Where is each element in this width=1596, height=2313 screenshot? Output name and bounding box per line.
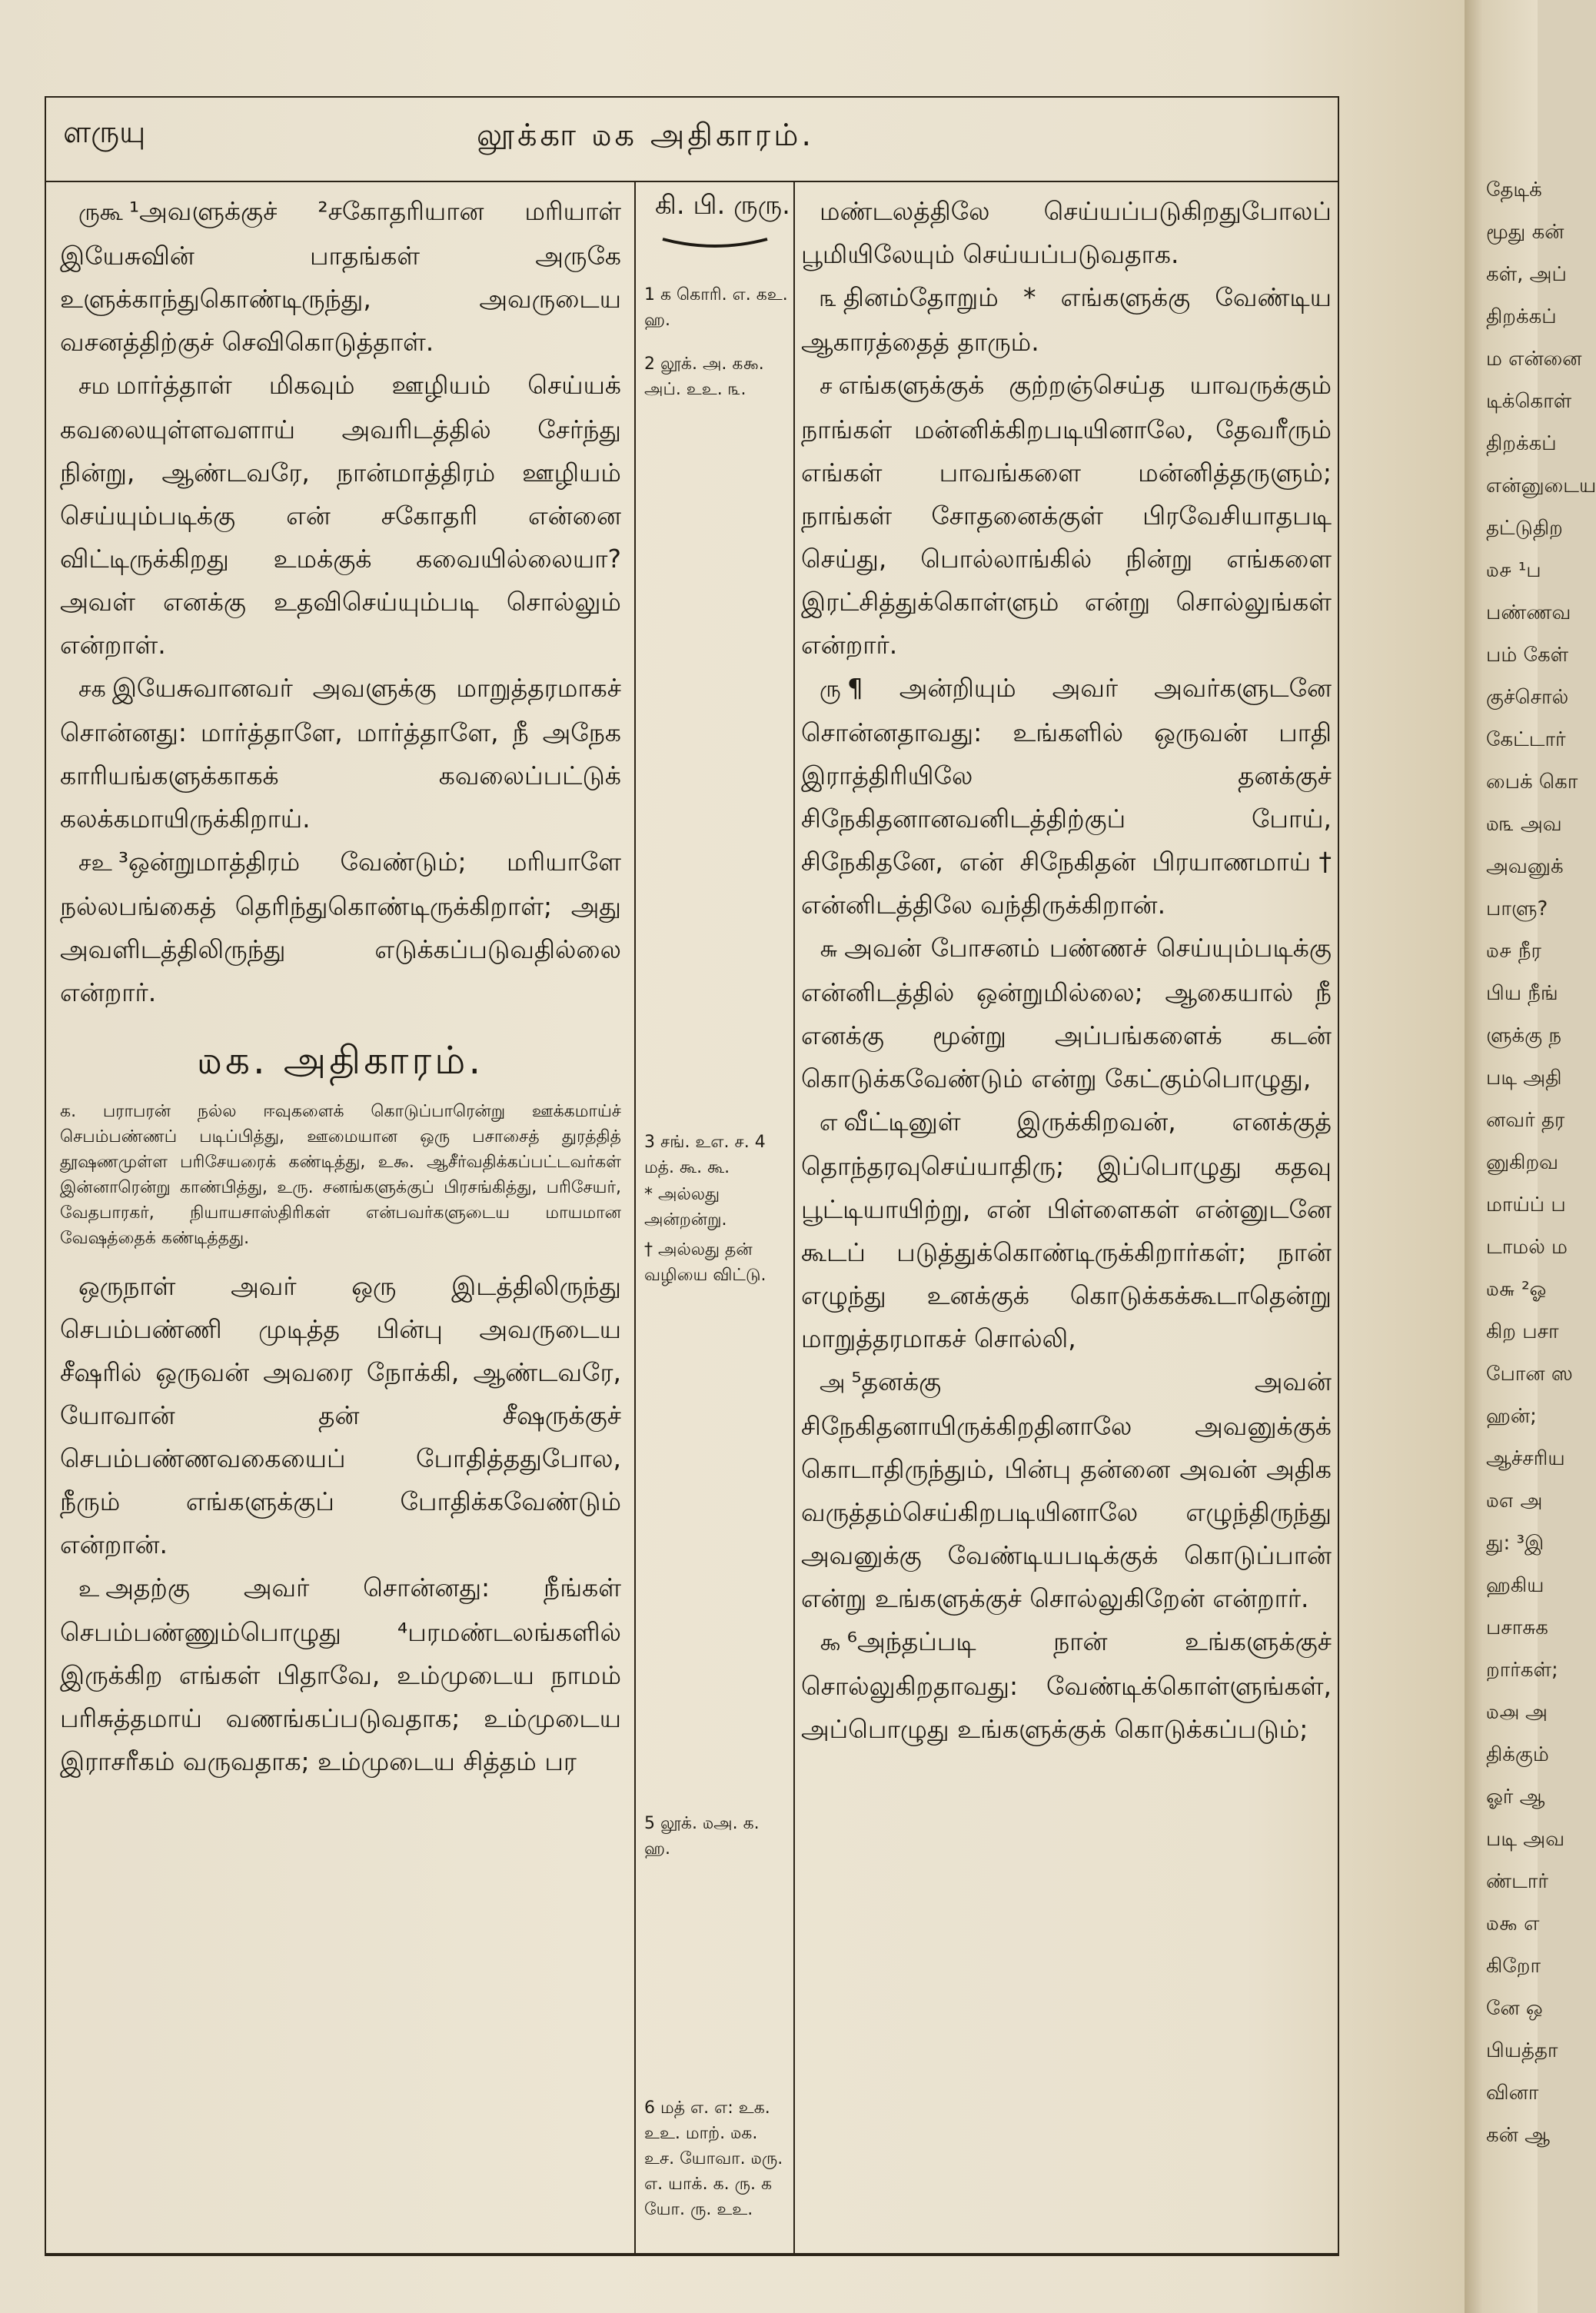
adjacent-page-fragment: திறக்கப் <box>1486 305 1557 328</box>
adjacent-page-fragment: திறக்கப் <box>1486 432 1557 455</box>
verse-number: உ <box>78 1576 100 1602</box>
verse-text: அதற்கு அவர் சொன்னது: நீங்கள் செபம்பண்ணும்பொழுது ⁴பரமண்டலங்களில் இருக்கிற எங்கள் பிதாவே, உம்முடைய நாமம் பரிசுத்தமாய் வணங்கப்படுவதாக; உம்முடைய இராசரீகம் வருவதாக; உம்முடைய சித்தம் பர <box>60 1573 621 1776</box>
adjacent-page-fragment: ௰௭ அ <box>1486 1489 1543 1513</box>
adjacent-page-fragment: டாமல் ம <box>1486 1236 1568 1259</box>
adjacent-page-fragment: வினா <box>1486 2082 1539 2105</box>
adjacent-page-fragment: ௰௬ ²ஓ <box>1486 1278 1547 1301</box>
adjacent-page-fragment: அவனுக் <box>1486 855 1564 878</box>
adjacent-page-fragment: பைக் கொ <box>1486 770 1578 794</box>
adjacent-page-edge <box>1465 0 1596 2313</box>
left-column <box>60 190 621 1783</box>
adjacent-page-fragment: ஓர் ஆ <box>1486 1786 1545 1809</box>
verse <box>60 840 621 1014</box>
page-header <box>46 98 1338 182</box>
adjacent-page-fragment: ௰௪ நீர <box>1486 940 1541 963</box>
verse <box>60 1566 621 1783</box>
verse <box>801 1620 1332 1751</box>
adjacent-page-fragment: ம என்னை <box>1486 348 1582 371</box>
verse-number: சஉ <box>78 850 112 877</box>
page-frame <box>45 96 1339 2256</box>
verse <box>60 190 621 364</box>
adjacent-page-fragment: திக்கும் <box>1486 1743 1549 1766</box>
verse-number: ச <box>820 373 833 400</box>
adjacent-page-fragment: னுகிறவ <box>1486 1151 1559 1174</box>
adjacent-page-fragment: பண்ணவ <box>1486 601 1571 624</box>
cross-reference-note: † அல்லது தன் வழியை விட்டு. <box>644 1240 766 1285</box>
adjacent-page-fragment: ௰௯ எ <box>1486 1912 1540 1935</box>
adjacent-page-fragment: கன் ஆ <box>1486 2124 1550 2147</box>
adjacent-page-fragment: படி அவ <box>1486 1828 1565 1851</box>
adjacent-page-fragment: ௰௮ அ <box>1486 1701 1548 1724</box>
verse <box>801 927 1332 1100</box>
adjacent-page-fragment: ளுக்கு ந <box>1486 1024 1562 1047</box>
verse-text: எங்களுக்குக் குற்றஞ்செய்த யாவருக்கும் நாங்கள் மன்னிக்கிறபடியினாலே, தேவரீரும் எங்கள் பாவங்களை மன்னித்தருளும்; நாங்கள் சோதனைக்குள் பிரவேசியாதபடி செய்து, பொல்லாங்கில் நின்று எங்களை இரட்சித்துக்கொள்ளும் என்று சொல்லுங்கள் என்றார். <box>801 370 1332 660</box>
adjacent-page-fragment: பியத்தா <box>1486 2039 1558 2062</box>
verse <box>801 276 1332 364</box>
verse <box>60 1265 621 1566</box>
cross-reference-note: * அல்லது அன்றன்று. <box>644 1185 727 1230</box>
verse-text: மண்டலத்திலே செய்யப்படுகிறதுபோலப் பூமியிலேயும் செய்யப்படுவதாக. <box>801 196 1332 269</box>
running-head: லூக்கா ௰க அதிகாரம். <box>477 118 815 153</box>
page-number: ளருயு <box>63 115 146 150</box>
adjacent-page-fragment: றார்கள்; <box>1486 1659 1558 1682</box>
verse-text: ⁶அந்தப்படி நான் உங்களுக்குச் சொல்லுகிறதாவது: வேண்டிக்கொள்ளுங்கள், அப்பொழுது உங்களுக்குக் கொடுக்கப்படும்; <box>801 1626 1332 1744</box>
cross-reference-note: 5 லூக். ௰அ. க. ஹ. <box>644 1814 760 1859</box>
adjacent-page-fragment: கேட்டார் <box>1486 728 1566 751</box>
adjacent-page-fragment: பசாசுக <box>1486 1616 1548 1639</box>
verse <box>60 364 621 667</box>
adjacent-page-fragment: னே ஒ <box>1486 1997 1543 2020</box>
verse-text: ¹அவளுக்குச் ²சகோதரியான மரியாள் இயேசுவின் பாதங்கள் அருகே உளுக்காந்துகொண்டிருந்து, அவருடைய வசனத்திற்குச் செவிகொடுத்தாள். <box>60 196 621 357</box>
adjacent-page-fragment: மாய்ப் ப <box>1486 1193 1566 1216</box>
verse-text: ⁵தனக்கு அவன் சிநேகிதனாயிருக்கிறதினாலே அவனுக்குக் கொடாதிருந்தும், பின்பு தன்னை அவன் அதிக வருத்தம்செய்கிறபடியினாலே எழுந்திருந்து அவனுக்கு வேண்டியபடிக்குக் கொடுப்பான் என்று உங்களுக்குச் சொல்லுகிறேன் என்றார். <box>801 1366 1332 1613</box>
column-rule-right <box>793 182 795 2255</box>
verse-number: ருகூ <box>78 199 123 226</box>
cross-reference-note: 6 மத் எ. எ: உக. உஉ. மாற். ௰க. உச. யோவா. ௰ரு. எ. யாக். க. ரு. க யோ. ரு. உஉ. <box>644 2098 783 2219</box>
verse-number: ௩ <box>820 285 837 312</box>
chapter-heading: ௰க. அதிகாரம். <box>197 1038 484 1083</box>
adjacent-page-fragment: தட்டுதிற <box>1486 517 1563 540</box>
ornament-icon <box>661 236 769 251</box>
adjacent-page-fragment: பம் கேள் <box>1486 644 1569 667</box>
cross-reference-column <box>638 190 790 2251</box>
adjacent-page-fragment: கள், அப் <box>1486 263 1567 286</box>
verse-number: எ <box>820 1110 838 1137</box>
adjacent-page-fragment: ௰௩ அவ <box>1486 813 1562 836</box>
verse <box>801 1360 1332 1620</box>
verse <box>801 1100 1332 1360</box>
cross-reference-note: 1 க கொரி. எ. கஉ. ஹ. <box>644 285 788 330</box>
verse <box>801 190 1332 276</box>
verse-text: ³ஒன்றுமாத்திரம் வேண்டும்; மரியாளே நல்லபங்கைத் தெரிந்துகொண்டிருக்கிறாள்; அது அவளிடத்திலிருந்து எடுக்கப்படுவதில்லை என்றார். <box>60 847 621 1007</box>
verse-text: ¶ அன்றியும் அவர் அவர்களுடனே சொன்னதாவது: உங்களில் ஒருவன் பாதி இராத்திரியிலே தனக்குச் சிநேகிதனானவனிடத்திற்குப் போய், சிநேகிதனே, என் சிநேகிதன் பிரயாணமாய்† என்னிடத்திலே வந்திருக்கிறான். <box>801 673 1332 920</box>
adjacent-page-fragment: தேடிக் <box>1486 178 1542 201</box>
verse <box>801 364 1332 667</box>
adjacent-page-fragment: போன ஸ <box>1486 1363 1573 1386</box>
adjacent-page-fragment: கிற பசா <box>1486 1320 1559 1343</box>
adjacent-page-fragment: கிறோ <box>1486 1955 1541 1978</box>
verse-number: சக <box>78 676 106 703</box>
verse-number: அ <box>820 1369 846 1396</box>
cross-reference-note: 2 லூக். அ. க௯. அப். உஉ. ௩. <box>644 354 764 399</box>
adjacent-page-fragment: ஹன்; <box>1486 1405 1537 1428</box>
adjacent-page-fragment: பிய நீங் <box>1486 982 1558 1005</box>
adjacent-page-fragment: பாளு? <box>1486 897 1548 920</box>
verse-text: தினம்தோறும் * எங்களுக்கு வேண்டிய ஆகாரத்தைத் தாரும். <box>801 282 1332 357</box>
adjacent-page-fragment: னவர் தர <box>1486 1109 1565 1132</box>
verse <box>801 667 1332 927</box>
verse <box>60 667 621 840</box>
adjacent-page-fragment: ண்டார் <box>1486 1870 1548 1893</box>
verse-number: சம <box>78 373 110 400</box>
chapter-summary: க. பராபரன் நல்ல ஈவுகளைக் கொடுப்பாரென்று ஊக்கமாய்ச் செபம்பண்ணப் படிப்பித்து, ஊமையான ஒரு பசாசைத் துரத்தித் தூஷணமுள்ள பரிசேயரைக் கண்டித்து, உ௯. ஆசீர்வதிக்கப்பட்டவர்கள் இன்னாரென்று காண்பித்து, உரு. சனங்களுக்குப் பிரசங்கித்து, பரிசேயர், வேதபாரகர், நியாயசாஸ்திரிகள் என்பவர்களுடைய மாயமான வேஷத்தைக் கண்டித்தது. <box>60 1102 621 1248</box>
column-rule-left <box>634 182 636 2255</box>
adjacent-page-fragment: ஹகிய <box>1486 1574 1544 1597</box>
adjacent-page-fragment: ௰௪ ¹ப <box>1486 559 1541 582</box>
verse-text: இயேசுவானவர் அவளுக்கு மாறுத்தரமாகச் சொன்னது: மார்த்தாளே, மார்த்தாளே, நீ அநேக காரியங்களுக்காகக் கவலைப்பட்டுக் கலக்கமாயிருக்கிறாய். <box>60 673 621 834</box>
verse-text: மார்த்தாள் மிகவும் ஊழியம் செய்யக் கவலையுள்ளவளாய் அவரிடத்தில் சேர்ந்து நின்று, ஆண்டவரே, நான்மாத்திரம் ஊழியம் செய்யும்படிக்கு என் சகோதரி என்னை விட்டிருக்கிறது உமக்குக் கவையில்லையா? அவள் எனக்கு உதவிசெய்யும்படி சொல்லும் என்றாள். <box>60 370 621 660</box>
adjacent-page-fragment: ஆச்சரிய <box>1486 1447 1565 1470</box>
verse-text: வீட்டினுள் இருக்கிறவன், எனக்குத் தொந்தரவுசெய்யாதிரு; இப்பொழுது கதவு பூட்டியாயிற்று, என் பிள்ளைகள் என்னுடனே கூடப் படுத்துக்கொண்டிருக்கிறார்கள்; நான் எழுந்து உனக்குக் கொடுக்கக்கூடாதென்று மாறுத்தரமாகச் சொல்லி, <box>801 1107 1332 1353</box>
verse-number: ரு <box>820 676 841 703</box>
adjacent-page-fragment: குச்சொல் <box>1486 686 1569 709</box>
adjacent-page-fragment: என்னுடைய <box>1486 474 1596 498</box>
adjacent-page-fragment: து: ³இ <box>1486 1532 1544 1555</box>
verse-text: அவன் போசனம் பண்ணச் செய்யும்படிக்கு என்னிடத்தில் ஒன்றுமில்லை; ஆகையால் நீ எனக்கு மூன்று அப்பங்களைக் கடன் கொடுக்கவேண்டும் என்று கேட்கும்பொழுது, <box>801 933 1332 1093</box>
adjacent-page-fragment: டிக்கொள் <box>1486 390 1572 413</box>
verse-number: ௯ <box>820 1629 841 1656</box>
right-column <box>801 190 1332 1751</box>
verse-text: ஒருநாள் அவர் ஒரு இடத்திலிருந்து செபம்பண்ணி முடித்த பின்பு அவருடைய சீஷரில் ஒருவன் அவரை நோக்கி, ஆண்டவரே, யோவான் தன் சீஷருக்குச் செபம்பண்ணவகையைப் போதித்ததுபோல, நீரும் எங்களுக்குப் போதிக்கவேண்டும் என்றான். <box>60 1271 621 1559</box>
adjacent-page-fragment: மூது கன் <box>1486 221 1564 244</box>
bottom-rule <box>45 2253 1338 2255</box>
verse-number: ௬ <box>820 936 839 963</box>
cross-reference-note: 3 சங். உஎ. ச. 4 மத். கூ. கூ. <box>644 1133 766 1177</box>
adjacent-page-fragment: படி அதி <box>1486 1067 1562 1090</box>
year-heading: கி. பி. ருரு. <box>655 190 790 221</box>
